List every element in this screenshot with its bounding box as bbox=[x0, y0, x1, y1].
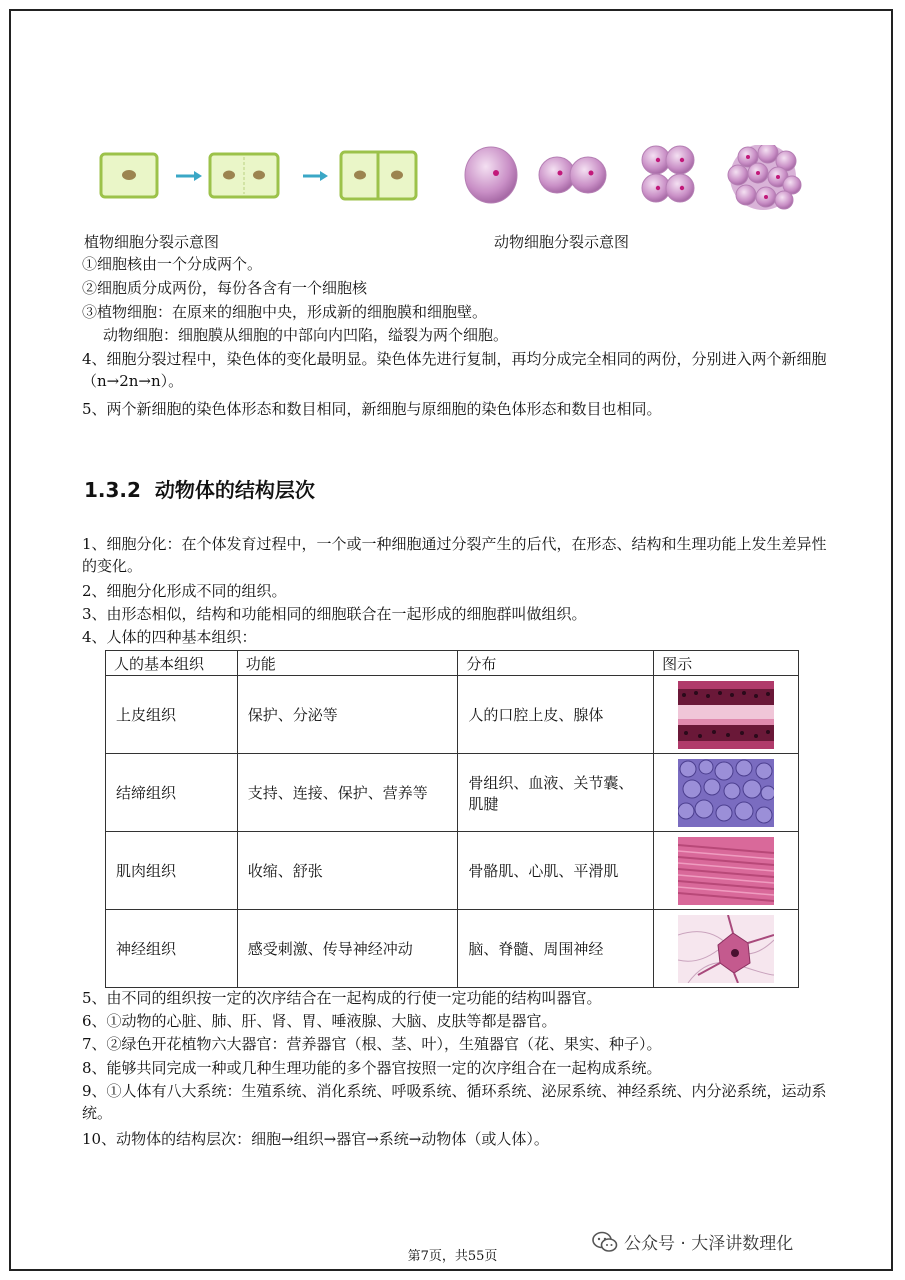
point-line: 4、细胞分裂过程中，染色体的变化最明显。染色体先进行复制，再均分成完全相同的两份，分别进入两个新细胞（n→2n→n）。 bbox=[82, 350, 827, 390]
connective-tissue-image bbox=[678, 759, 774, 827]
watermark-text: 公众号 · 大泽讲数理化 bbox=[624, 1234, 794, 1254]
point-line: 4、人体的四种基本组织： bbox=[82, 628, 257, 646]
tissue-function: 支持、连接、保护、营养等 bbox=[237, 754, 458, 832]
table-row bbox=[106, 754, 799, 832]
tissue-name: 神经组织 bbox=[106, 910, 238, 988]
plant-cell-stage-1 bbox=[101, 154, 157, 197]
animal-cell-stage-1 bbox=[465, 147, 517, 203]
tissue-location: 骨骼肌、心肌、平滑肌 bbox=[458, 832, 654, 910]
tissue-image-cell bbox=[654, 676, 799, 754]
point-line: 7、②绿色开花植物六大器官：营养器官（根、茎、叶），生殖器官（花、果实、种子）。 bbox=[82, 1035, 662, 1053]
point-line: 8、能够共同完成一种或几种生理功能的多个器官按照一定的次序组合在一起构成系统。 bbox=[82, 1059, 662, 1077]
point-line: 6、①动物的心脏、肺、肝、肾、胃、唾液腺、大脑、皮肤等都是器官。 bbox=[82, 1012, 557, 1030]
tissue-location: 脑、脊髓、周围神经 bbox=[458, 910, 654, 988]
table-row bbox=[106, 832, 799, 910]
section-title: 动物体的结构层次 bbox=[154, 478, 315, 502]
plant-cell-stage-2 bbox=[210, 154, 278, 197]
epithelial-tissue-image bbox=[678, 681, 774, 749]
plant-caption: 植物细胞分裂示意图 bbox=[84, 233, 220, 251]
table-header-row bbox=[106, 651, 799, 676]
column-header: 人的基本组织 bbox=[106, 651, 238, 676]
tissue-function: 感受刺激、传导神经冲动 bbox=[237, 910, 458, 988]
plant-cell-stage-3 bbox=[341, 152, 416, 199]
page-footer: 第7页，共55页 bbox=[407, 1249, 498, 1264]
tissue-function: 保护、分泌等 bbox=[237, 676, 458, 754]
tissue-image-cell bbox=[654, 754, 799, 832]
point-line: 3、由形态相似，结构和功能相同的细胞联合在一起形成的细胞群叫做组织。 bbox=[82, 605, 587, 623]
tissue-name: 肌肉组织 bbox=[106, 832, 238, 910]
tissue-image-cell bbox=[654, 832, 799, 910]
point-line: 2、细胞分化形成不同的组织。 bbox=[82, 582, 287, 600]
column-header: 分布 bbox=[458, 651, 654, 676]
point-line: ③植物细胞：在原来的细胞中央，形成新的细胞膜和细胞壁。 bbox=[82, 303, 488, 321]
point-line: ②细胞质分成两份，每份各含有一个细胞核 bbox=[82, 279, 368, 297]
tissue-name: 上皮组织 bbox=[106, 676, 238, 754]
animal-cell-stage-4 bbox=[728, 145, 801, 210]
section-number: 1.3.2 bbox=[84, 478, 141, 502]
section-heading bbox=[84, 474, 315, 503]
point-line: 1、细胞分化：在个体发育过程中，一个或一种细胞通过分裂产生的后代，在形态、结构和生理功能上发生差异性的变化。 bbox=[82, 535, 827, 575]
point-line: ①细胞核由一个分成两个。 bbox=[82, 255, 263, 273]
point-line: 5、由不同的组织按一定的次序结合在一起构成的行使一定功能的结构叫器官。 bbox=[82, 989, 602, 1007]
tissue-function: 收缩、舒张 bbox=[237, 832, 458, 910]
cell-division-figures bbox=[98, 145, 808, 215]
animal-cell-stage-2 bbox=[539, 157, 606, 193]
column-header: 功能 bbox=[237, 651, 458, 676]
table-row bbox=[106, 676, 799, 754]
tissue-image-cell bbox=[654, 910, 799, 988]
point-line: 9、①人体有八大系统：生殖系统、消化系统、呼吸系统、循环系统、泌尿系统、神经系统、内分泌系统，运动系统。 bbox=[82, 1082, 827, 1122]
muscle-tissue-image bbox=[678, 837, 774, 905]
tissue-location: 人的口腔上皮、腺体 bbox=[458, 676, 654, 754]
point-line: 5、两个新细胞的染色体形态和数目相同，新细胞与原细胞的染色体形态和数目也相同。 bbox=[82, 400, 662, 418]
table-row bbox=[106, 910, 799, 988]
arrow-icon bbox=[176, 171, 202, 181]
point-line: 动物细胞：细胞膜从细胞的中部向内凹陷，缢裂为两个细胞。 bbox=[103, 326, 509, 344]
figure-captions bbox=[82, 231, 842, 253]
tissue-location: 骨组织、血液、关节囊、肌腱 bbox=[458, 754, 654, 832]
animal-caption: 动物细胞分裂示意图 bbox=[494, 233, 630, 251]
column-header: 图示 bbox=[654, 651, 799, 676]
tissue-table bbox=[105, 650, 799, 988]
nerve-tissue-image bbox=[678, 915, 774, 983]
animal-cell-stage-3 bbox=[642, 146, 694, 202]
point-line: 10、动物体的结构层次：细胞→组织→器官→系统→动物体（或人体）。 bbox=[82, 1130, 549, 1148]
arrow-icon bbox=[303, 171, 328, 181]
tissue-name: 结缔组织 bbox=[106, 754, 238, 832]
